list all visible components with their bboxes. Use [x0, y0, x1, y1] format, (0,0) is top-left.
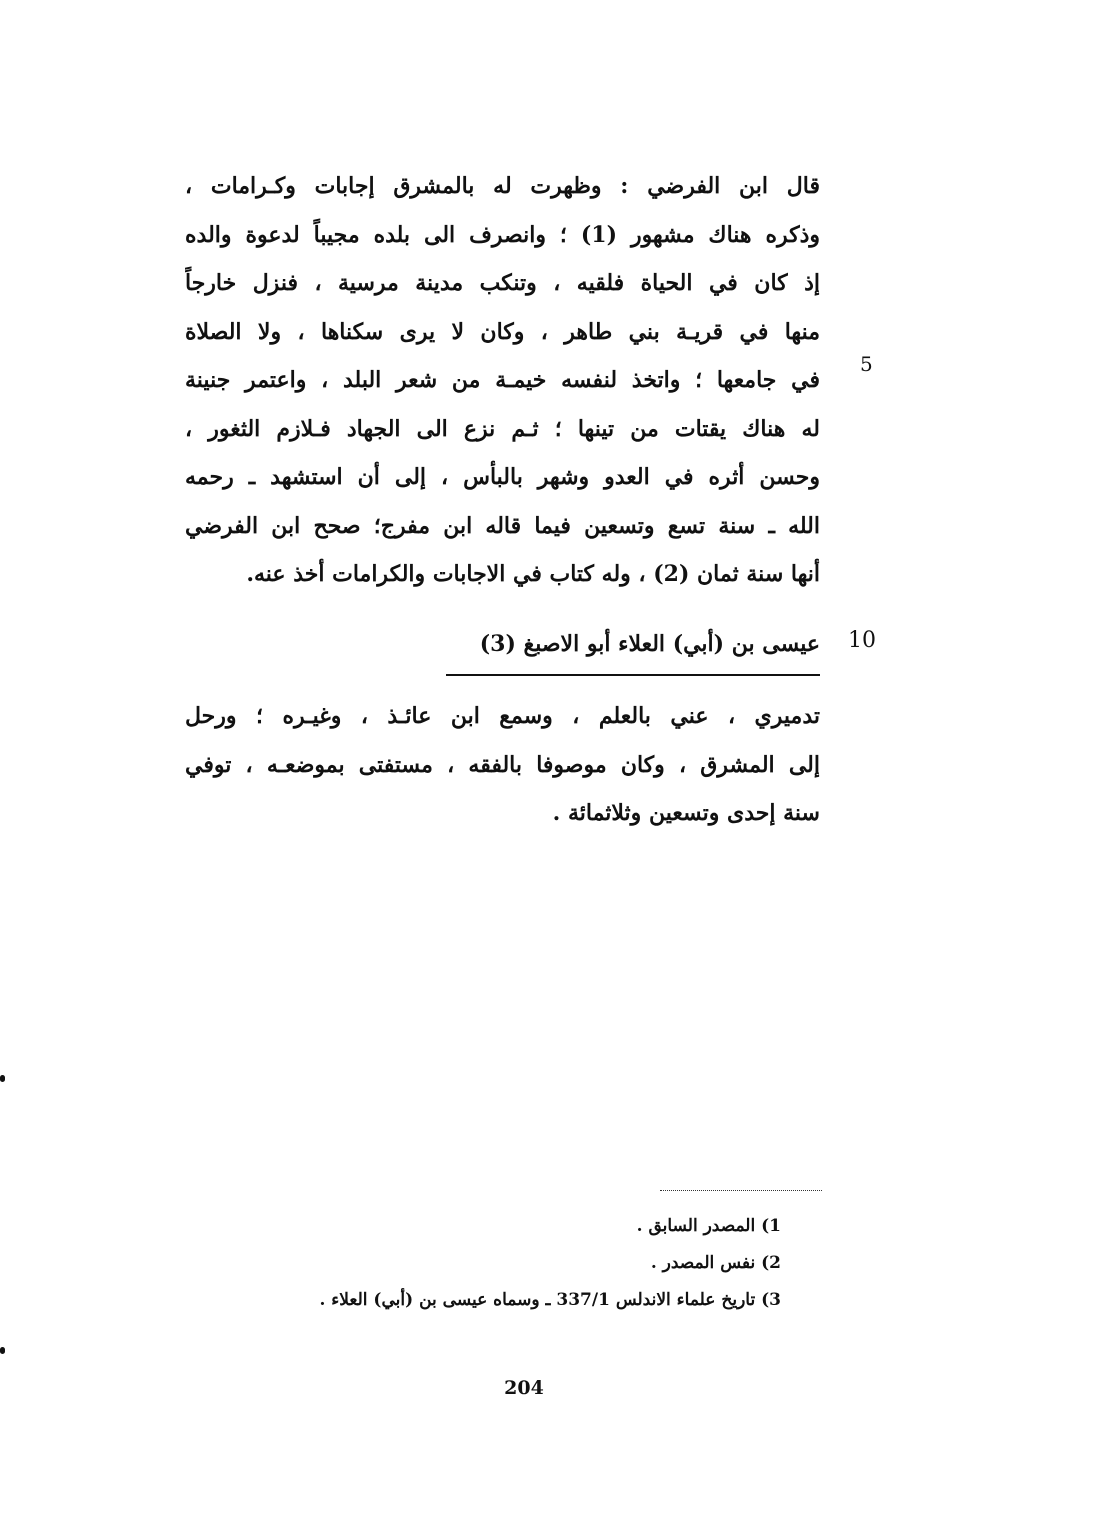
- paragraph-ibn-alfaradi: [185, 162, 820, 599]
- footnote-separator: [660, 1190, 822, 1191]
- footnote-3: 3) تاريخ علماء الاندلس 337/1 ـ وسماه عيسى بن (أبي) العلاء .: [319, 1290, 781, 1310]
- paragraph-isa-ibn-abi-alala: [185, 692, 820, 838]
- text-line: إذ كان في الحياة فلقيه ، وتنكب مدينة مرسية ، فنزل خارجاً: [185, 270, 820, 296]
- text-line: وذكره هناك مشهور (1) ؛ وانصرف الى بلده مجيباً لدعوة والده: [185, 221, 820, 248]
- text-line: أنها سنة ثمان (2) ، وله كتاب في الاجابات والكرامات أخذ عنه.: [246, 561, 820, 587]
- page-number: 204: [504, 1377, 544, 1399]
- entry-heading: عيسى بن (أبي) العلاء أبو الاصبغ (3): [479, 631, 820, 657]
- text-line: وحسن أثره في العدو وشهر بالبأس ، إلى أن استشهد ـ رحمه: [185, 464, 820, 490]
- footnotes: [181, 1208, 781, 1319]
- text-line: له هناك يقتات من تينها ؛ ثـم نزع الى الجهاد فـلازم الثغور ،: [185, 415, 820, 442]
- text-line: إلى المشرق ، وكان موصوفا بالفقه ، مستفتى بموضعـه ، توفي: [185, 751, 820, 778]
- text-line: الله ـ سنة تسع وتسعين فيما قاله ابن مفرج؛ صحح ابن الفرضي: [185, 512, 820, 539]
- margin-line-number-5: 5: [860, 352, 873, 376]
- text-line: في جامعها ؛ واتخذ لنفسه خيمـة من شعر البلد ، واعتمر جنينة: [185, 367, 820, 393]
- margin-line-number-10: 10: [848, 628, 876, 653]
- scan-artifact-dot: [0, 1075, 5, 1082]
- text-line: تدميري ، عني بالعلم ، وسمع ابن عائـذ ، وغيـره ؛ ورحل: [185, 703, 820, 729]
- footnote-1: 1) المصدر السابق .: [636, 1216, 781, 1236]
- scan-artifact-dot: [0, 1347, 5, 1354]
- text-line: سنة إحدى وتسعين وثلاثمائة .: [552, 800, 820, 826]
- text-line: قال ابن الفرضي : وظهرت له بالمشرق إجابات وكـرامات ،: [185, 173, 820, 199]
- heading-underline: [446, 674, 820, 676]
- text-line: منها في قريـة بني طاهر ، وكان لا يرى سكناها ، ولا الصلاة: [185, 318, 820, 345]
- footnote-2: 2) نفس المصدر .: [650, 1253, 781, 1273]
